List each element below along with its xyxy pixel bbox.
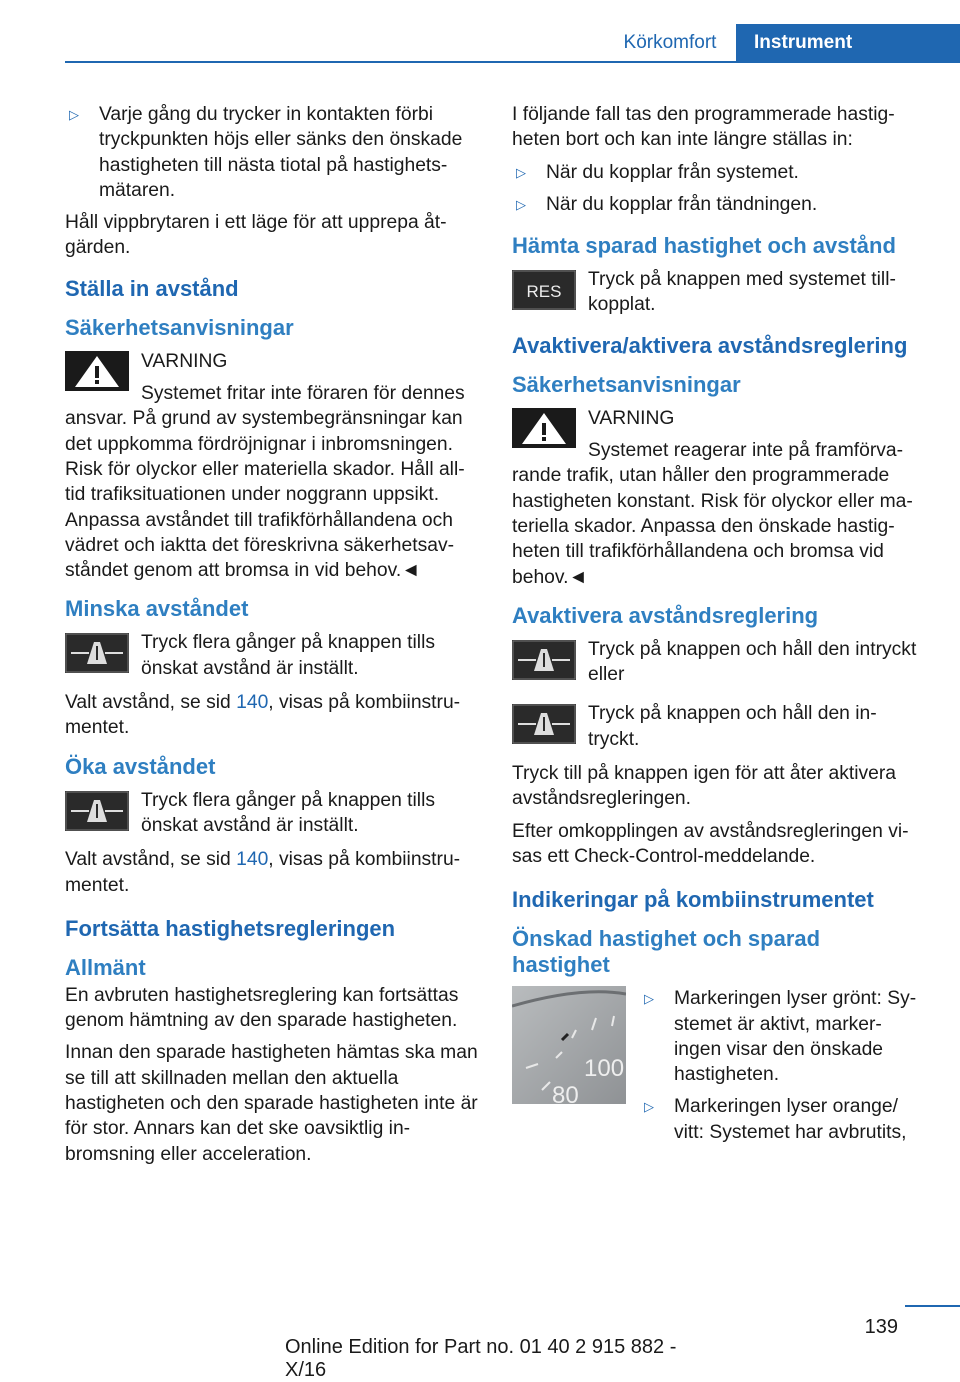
warning-title: VARNING <box>141 350 228 372</box>
list-item <box>512 192 928 217</box>
edition-text: Online Edition for Part no. 01 40 2 915 882 - X/16 <box>285 1336 677 1381</box>
paragraph: Håll vippbrytaren i ett läge för att upprepa åt-gärden. <box>65 212 447 259</box>
res-button-icon <box>512 270 576 310</box>
text: , visas på kombiinstru-mentet. <box>65 849 461 896</box>
list-item <box>640 1094 928 1145</box>
bullet-triangle-icon: ▷ <box>69 107 79 122</box>
heading-fortsatta: Fortsätta hastighetsregleringen <box>65 915 396 941</box>
right-column <box>512 102 928 1152</box>
distance-button-text: Tryck på knappen och håll den intryckt eller <box>588 638 917 686</box>
header-rule <box>65 61 960 63</box>
warning-block <box>512 406 928 590</box>
footer-rule <box>905 1305 960 1307</box>
distance-button-row <box>65 630 478 681</box>
paragraph <box>65 690 478 741</box>
gauge-label-100: 100 <box>584 1055 625 1083</box>
text: Valt avstånd, se sid <box>65 692 237 714</box>
bullet-text: När du kopplar från systemet. <box>546 161 799 183</box>
heading-indikeringar: Indikeringar på kombiinstrumentet <box>512 887 874 913</box>
speedometer-image <box>512 986 626 1104</box>
heading-stalla-in-avstand: Ställa in avstånd <box>65 275 239 301</box>
list-item <box>512 160 928 185</box>
heading-allmant: Allmänt <box>65 954 146 980</box>
warning-text: Systemet fritar inte föraren för dennes ansvar. På grund av systembegränsningar kan det uppkomma fördröjnignar i inbromsningen. Risk för olyckor eller materiella skador. Håll all-tid trafiksituationen under noggrann uppsikt. Anpassa avståndet till trafikförhållandena och vädret och iaktta det föreskrivna säkerhetsav-ståndet genom att bromsa in vid behov.◄ <box>65 383 465 582</box>
heading-oka-avstandet: Öka avståndet <box>65 753 216 779</box>
distance-button-text: Tryck flera gånger på knappen tills önskat avstånd är inställt. <box>141 632 436 679</box>
page-link[interactable]: 140 <box>236 692 269 714</box>
text: Valt avstånd, se sid <box>65 849 237 871</box>
left-column <box>65 102 478 1174</box>
heading-avaktivera: Avaktivera avståndsreglering <box>512 602 819 628</box>
heading-minska-avstandet: Minska avståndet <box>65 596 249 622</box>
warning-triangle-icon <box>512 408 576 448</box>
page-number: 139 <box>864 1316 898 1338</box>
distance-button-text: Tryck på knappen och håll den in-tryckt. <box>588 703 877 750</box>
paragraph: Innan den sparade hastigheten hämtas ska man se till att skillnaden mellan den aktuella hastigheten och den sparade hastigheten inte är för stor. Annars kan det ske oavsiktlig in-bromsning eller acceleration. <box>65 1042 478 1165</box>
paragraph: Efter omkopplingen av avståndsregleringen vi-sas ett Check-Control-meddelande. <box>512 820 909 867</box>
paragraph: Tryck till på knappen igen för att åter aktivera avståndsregleringen. <box>512 763 897 810</box>
distance-button-icon <box>65 791 129 831</box>
bullet-triangle-icon: ▷ <box>644 1099 654 1115</box>
page-link[interactable]: 140 <box>236 849 269 871</box>
heading-sakerhetsanvisningar: Säkerhetsanvisningar <box>65 314 294 340</box>
distance-button-row <box>65 788 478 839</box>
res-button-text: Tryck på knappen med systemet till-kopplat. <box>588 269 896 316</box>
distance-button-icon <box>65 633 129 673</box>
bullet-triangle-icon: ▷ <box>516 164 526 180</box>
list-item <box>640 986 928 1087</box>
distance-button-icon <box>512 704 576 744</box>
distance-button-icon <box>512 640 576 680</box>
heading-avaktivera-aktivera: Avaktivera/aktivera avståndsreglering <box>512 332 908 358</box>
bullet-text: Varje gång du trycker in kontakten förbi tryckpunkten höjs eller sänks den önskade hastigheten till nästa tiotal på hastighets-mätaren. <box>99 104 463 201</box>
distance-button-row <box>512 637 928 688</box>
res-button-row <box>512 267 928 318</box>
bullet-triangle-icon: ▷ <box>644 991 654 1007</box>
list-item <box>65 102 478 203</box>
warning-text: Systemet reagerar inte på framförva-rande trafik, utan håller den programmerade hastigheten konstant. Risk för olyckor eller ma-teriella skador. Anpassa den önskade hastig-heten till trafikförhållandena och bromsa vid behov.◄ <box>512 440 913 588</box>
warning-triangle-icon <box>65 351 129 391</box>
paragraph: I följande fall tas den programmerade hastig-heten bort och kan inte längre ställas in: <box>512 104 895 151</box>
paragraph <box>65 847 478 898</box>
heading-sakerhetsanvisningar: Säkerhetsanvisningar <box>512 371 741 397</box>
bullet-text: Markeringen lyser grönt: Sy-stemet är aktivt, marker-ingen visar den önskade hastigheten. <box>674 988 917 1086</box>
gauge-label-80: 80 <box>552 1082 579 1105</box>
distance-button-text: Tryck flera gånger på knappen tills önskat avstånd är inställt. <box>141 789 436 836</box>
res-label: RES <box>526 282 562 302</box>
warning-block <box>65 349 478 584</box>
gauge-section <box>512 986 928 1152</box>
heading-hamta: Hämta sparad hastighet och avstånd <box>512 233 896 259</box>
warning-title: VARNING <box>588 407 675 429</box>
bullet-text: När du kopplar från tändningen. <box>546 193 818 215</box>
heading-onskad-hastighet: Önskad hastighet och sparad hastighet <box>512 926 821 978</box>
paragraph: En avbruten hastighetsreglering kan fortsättas genom hämtning av den sparade hastigheten. <box>65 984 459 1032</box>
text: , visas på kombiinstru-mentet. <box>65 692 461 739</box>
gauge-bullets <box>640 986 928 1152</box>
bullet-triangle-icon: ▷ <box>516 196 526 212</box>
distance-button-row <box>512 701 928 752</box>
bullet-text: Markeringen lyser orange/ vitt: Systemet har avbrutits, <box>674 1096 907 1143</box>
header-section-tab: Körkomfort <box>623 32 717 53</box>
header-chapter-tab: Instrument <box>736 24 960 61</box>
